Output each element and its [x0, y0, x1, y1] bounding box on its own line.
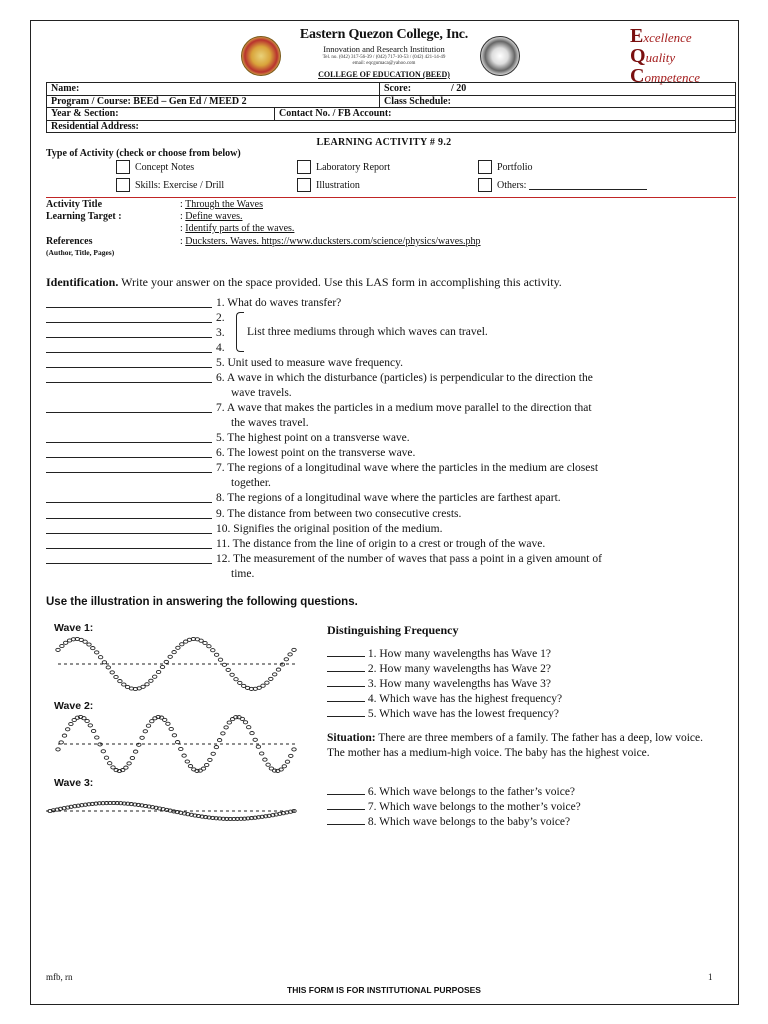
wave-particle [102, 661, 106, 664]
answer-blank[interactable] [327, 692, 365, 702]
wave-1-label: Wave 1: [54, 622, 94, 634]
wave-particle [292, 648, 296, 651]
college-name: Eastern Quezon College, Inc. [299, 27, 469, 42]
answer-blank[interactable] [46, 296, 212, 308]
wave-particle [218, 658, 222, 661]
wave-particle [289, 754, 293, 757]
question-row [46, 537, 736, 552]
wave-particle [288, 653, 292, 656]
references-sublabel: (Author, Title, Pages) [46, 248, 115, 257]
wave-particle [95, 736, 99, 739]
wave-1-diagram [54, 634, 298, 694]
answer-blank[interactable] [46, 311, 212, 323]
wave-particle [266, 763, 270, 766]
answer-blank[interactable] [327, 647, 365, 657]
motto-block: Excellence Quality Competence [630, 25, 701, 87]
wave-particle [108, 762, 112, 765]
references-value: : Ducksters. Waves. https://www.ducksters.com/science/physics/waves.php [180, 236, 481, 247]
contact-field[interactable]: Contact No. / FB Account: [275, 108, 736, 121]
wave-particle [243, 721, 247, 724]
wave-particle [166, 722, 170, 725]
wave-particle [253, 738, 257, 741]
wave-particle [211, 649, 215, 652]
wave-particle [145, 683, 149, 686]
checkbox-concept-notes[interactable]: Concept Notes [116, 160, 194, 174]
situation-question: 6. Which wave belongs to the father’s voice? [327, 785, 575, 798]
wave-particle [211, 752, 215, 755]
question-row [46, 491, 736, 506]
wave-particle [64, 641, 68, 644]
address-field[interactable]: Residential Address: [47, 120, 736, 133]
wave-particle [269, 677, 273, 680]
question-text: 6. The lowest point on the transverse wave. [216, 447, 416, 459]
question-row [46, 552, 736, 582]
answer-blank[interactable] [327, 785, 365, 795]
learning-target-label: Learning Target : [46, 211, 122, 222]
question-text: 8. The regions of a longitudinal wave where the particles are farthest apart. [216, 492, 561, 504]
college-subtitle: Innovation and Research Institution [323, 44, 445, 54]
references-label: References [46, 236, 93, 247]
wave-particle [182, 754, 186, 757]
answer-blank[interactable] [46, 491, 212, 503]
answer-blank[interactable] [327, 800, 365, 810]
wave-particle [114, 675, 118, 678]
wave-particle [199, 639, 203, 642]
wave-particle [273, 673, 277, 676]
question-text: 1. What do waves transfer? [216, 297, 342, 309]
checkbox-skills-drill[interactable]: Skills: Exercise / Drill [116, 178, 224, 192]
program-field[interactable]: Program / Course: BEEd – Gen Ed / MEED 2 [47, 95, 380, 108]
wave-3-diagram [46, 794, 298, 828]
question-row [46, 401, 736, 431]
question-row [46, 431, 736, 446]
checkbox-illustration[interactable]: Illustration [297, 178, 360, 192]
wave-particle [256, 745, 260, 748]
wave-particle [214, 653, 218, 656]
question-text: 4. [216, 342, 225, 354]
wave-particle [214, 746, 218, 749]
wave-particle [130, 756, 134, 759]
wave-particle [133, 750, 137, 753]
answer-blank[interactable] [46, 371, 212, 383]
question-text: 7. A wave that makes the particles in a medium move parallel to the direction that the waves travel. [216, 402, 592, 429]
wave-particle [188, 765, 192, 768]
frequency-question: 2. How many wavelengths has Wave 2? [327, 662, 551, 675]
question-row [46, 341, 736, 356]
wave-2-diagram [54, 712, 298, 776]
answer-blank[interactable] [46, 537, 212, 549]
wave-particle [292, 748, 296, 751]
footer-note: THIS FORM IS FOR INSTITUTIONAL PURPOSES [287, 985, 481, 995]
student-info-table [46, 82, 736, 133]
answer-blank[interactable] [46, 431, 212, 443]
frequency-question: 3. How many wavelengths has Wave 3? [327, 677, 551, 690]
answer-blank[interactable] [46, 522, 212, 534]
question-text: 5. Unit used to measure wave frequency. [216, 357, 404, 369]
wave-particle [168, 655, 172, 658]
wave-particle [208, 758, 212, 761]
checkbox-portfolio[interactable]: Portfolio [478, 160, 533, 174]
answer-blank[interactable] [46, 552, 212, 564]
question-text: 7. The regions of a longitudinal wave where the particles in the medium are closest together. [216, 462, 599, 489]
wave-particle [265, 681, 269, 684]
wave-particle [153, 675, 157, 678]
frequency-question: 1. How many wavelengths has Wave 1? [327, 647, 551, 660]
wave-particle [247, 726, 251, 729]
answer-blank[interactable] [327, 662, 365, 672]
wave-particle [118, 680, 122, 683]
wave-particle [91, 647, 95, 650]
wave-particle [180, 643, 184, 646]
wave-particle [250, 732, 254, 735]
wave-3-label: Wave 3: [54, 777, 94, 789]
footer-initials: mfb, rn [46, 972, 73, 982]
question-text: 3. [216, 327, 225, 339]
question-text: 9. The distance from between two consecutive crests. [216, 508, 462, 520]
wave-particle [143, 730, 147, 733]
question-text: 6. A wave in which the disturbance (particles) is perpendicular to the direction the wave travels. [216, 372, 593, 399]
wave-particle [224, 726, 228, 729]
wave-particle [217, 739, 221, 742]
college-email: email: eqcgumaca@yahoo.com [352, 61, 416, 66]
wave-particle [261, 684, 265, 687]
wave-particle [205, 763, 209, 766]
brace-bracket [236, 312, 244, 352]
wave-particle [226, 668, 230, 671]
wave-particle [95, 651, 99, 654]
wave-particle [176, 646, 180, 649]
activity-type-label: Type of Activity (check or choose from below) [46, 148, 241, 159]
wave-particle [141, 685, 145, 688]
wave-particle [207, 645, 211, 648]
year-section-field[interactable]: Year & Section: [47, 108, 275, 121]
wave-particle [106, 666, 110, 669]
wave-particle [156, 670, 160, 673]
question-row [46, 507, 736, 522]
wave-particle [101, 750, 105, 753]
wave-particle [175, 741, 179, 744]
wave-particle [66, 728, 70, 731]
wave-particle [85, 719, 89, 722]
wave-particle [227, 721, 231, 724]
question-text: 2. [216, 312, 225, 324]
learning-target-2: : Identify parts of the waves. [180, 223, 295, 234]
wave-particle [169, 727, 173, 730]
wave-particle [282, 765, 286, 768]
wave-particle [59, 741, 63, 744]
wave-particle [87, 643, 91, 646]
wave-particle [56, 648, 60, 651]
wave-particle [222, 663, 226, 666]
illustration-heading: Use the illustration in answering the following questions. [46, 596, 358, 608]
wave-particle [69, 722, 73, 725]
wave-particle [88, 724, 92, 727]
question-text: 5. The highest point on a transverse wave. [216, 432, 410, 444]
activity-title-value: : Through the Waves [180, 199, 263, 210]
question-row [46, 446, 736, 461]
identification-instruction: Identification. Write your answer on the space provided. Use this LAS form in accomplishing this activity. [46, 275, 562, 289]
wave-particle [110, 671, 114, 674]
college-department: COLLEGE OF EDUCATION (BEED) [318, 70, 450, 79]
checkbox-laboratory-report[interactable]: Laboratory Report [297, 160, 390, 174]
answer-blank[interactable] [327, 677, 365, 687]
wave-particle [150, 720, 154, 723]
answer-blank[interactable] [46, 341, 212, 353]
wave-particle [127, 762, 131, 765]
wave-particle [146, 724, 150, 727]
college-contact: Tel. no. (042) 317-56-39 / (042) 717-10-53 / (042) 421-14-49 [322, 55, 446, 60]
name-field[interactable]: Name: [47, 83, 380, 96]
question-text: 12. The measurement of the number of waves that pass a point in a given amount of time. [216, 553, 602, 580]
answer-blank[interactable] [46, 461, 212, 473]
score-field[interactable]: Score: / 20 [380, 83, 736, 96]
frequency-question: 4. Which wave has the highest frequency? [327, 692, 562, 705]
answer-blank[interactable] [327, 815, 365, 825]
checkbox-others[interactable]: Others: [478, 178, 647, 192]
activity-title: LEARNING ACTIVITY # 9.2 [316, 137, 452, 148]
frequency-title: Distinguishing Frequency [327, 623, 459, 637]
wave-particle [122, 683, 126, 686]
wave-particle [91, 729, 95, 732]
wave-particle [98, 656, 102, 659]
question-row [46, 461, 736, 491]
question-row [46, 522, 736, 537]
answer-blank[interactable] [46, 401, 212, 413]
wave-particle [60, 644, 64, 647]
answer-blank[interactable] [46, 326, 212, 338]
wave-particle [62, 734, 66, 737]
activity-title-label: Activity Title [46, 199, 103, 210]
wave-particle [124, 766, 128, 769]
brace-instruction: List three mediums through which waves can travel. [247, 326, 488, 338]
wave-particle [179, 747, 183, 750]
answer-blank[interactable] [327, 707, 365, 717]
wave-particle [221, 732, 225, 735]
situation-text: Situation: There are three members of a family. The father has a deep, low voice. The mother has a medium-high voice. The baby has the highest voice. [327, 732, 703, 759]
wave-particle [263, 758, 267, 761]
wave-particle [284, 658, 288, 661]
wave-particle [276, 668, 280, 671]
wave-particle [234, 678, 238, 681]
question-text: 10. Signifies the original position of the medium. [216, 523, 443, 535]
page-number: 1 [708, 972, 713, 982]
wave-particle [201, 767, 205, 770]
wave-particle [104, 756, 108, 759]
question-text: 11. The distance from the line of origin to a crest or trough of the wave. [216, 538, 546, 550]
wave-particle [56, 748, 60, 751]
answer-blank[interactable] [46, 507, 212, 519]
wave-particle [83, 640, 87, 643]
schedule-field[interactable]: Class Schedule: [380, 95, 736, 108]
frequency-question: 5. Which wave has the lowest frequency? [327, 707, 559, 720]
wave-particle [285, 760, 289, 763]
wave-particle [140, 736, 144, 739]
wave-particle [185, 760, 189, 763]
question-row [46, 296, 736, 311]
wave-particle [164, 660, 168, 663]
section-divider [46, 197, 736, 198]
situation-question: 8. Which wave belongs to the baby’s voice? [327, 815, 570, 828]
wave-2-label: Wave 2: [54, 700, 94, 712]
wave-particle [260, 752, 264, 755]
wave-particle [160, 665, 164, 668]
answer-blank[interactable] [46, 356, 212, 368]
learning-target-1: : Define waves. [180, 211, 243, 222]
wave-particle [203, 641, 207, 644]
situation-question: 7. Which wave belongs to the mother’s voice? [327, 800, 581, 813]
question-row [46, 356, 736, 371]
wave-particle [172, 734, 176, 737]
question-row [46, 371, 736, 401]
wave-particle [149, 679, 153, 682]
wave-particle [240, 717, 244, 720]
question-row [46, 311, 736, 326]
wave-particle [172, 651, 176, 654]
wave-particle [163, 718, 167, 721]
answer-blank[interactable] [46, 446, 212, 458]
wave-particle [230, 673, 234, 676]
wave-particle [238, 681, 242, 684]
